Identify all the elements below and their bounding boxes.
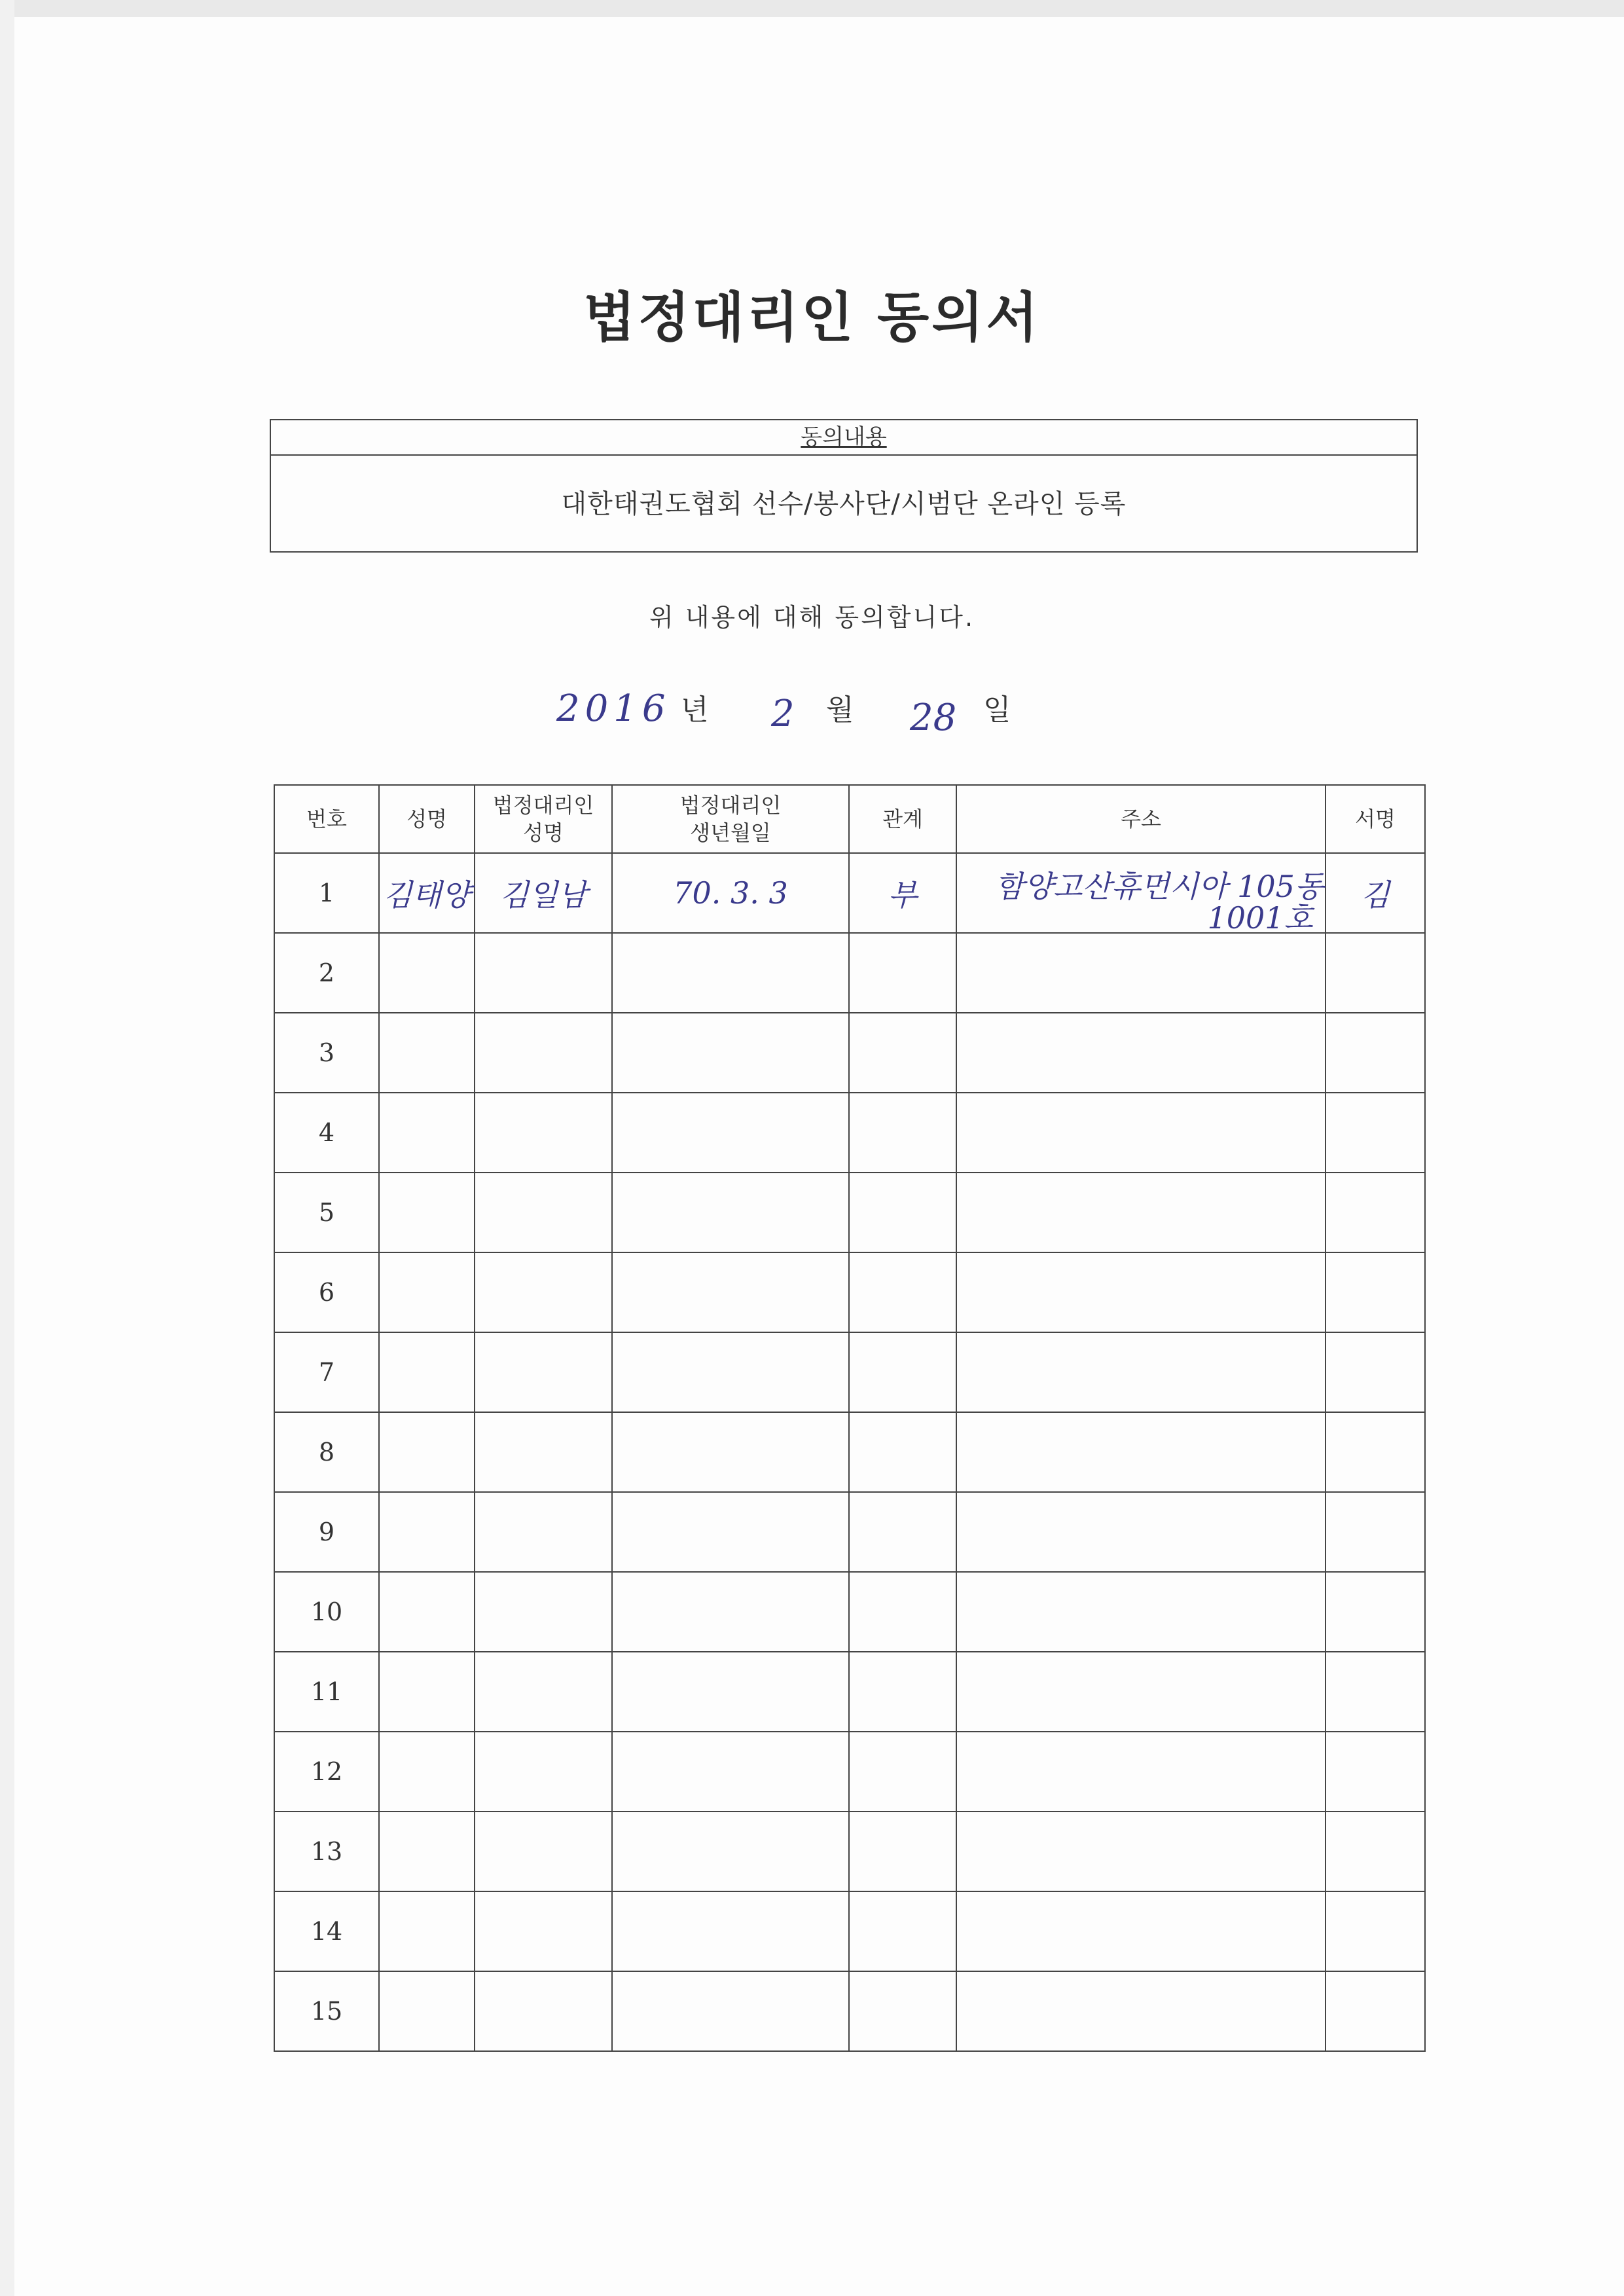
cell-name-value: 김태양 <box>383 877 471 913</box>
cell-address <box>956 1492 1326 1572</box>
cell-signature <box>1326 1891 1425 1971</box>
cell-signature <box>1326 1252 1425 1332</box>
cell-signature <box>1326 1572 1425 1652</box>
table-row <box>274 1812 1425 1891</box>
cell-signature <box>1326 1971 1425 2051</box>
cell-guardian-birthdate <box>612 1812 849 1891</box>
row-number: 9 <box>274 1492 379 1572</box>
table-row <box>274 1013 1425 1093</box>
table-row <box>274 1971 1425 2051</box>
cell-guardian-birthdate <box>612 1572 849 1652</box>
row-number: 4 <box>274 1093 379 1173</box>
cell-guardian-name-value: 김일남 <box>499 877 587 913</box>
date-year-handwritten: 2016 <box>556 687 671 730</box>
cell-address <box>956 1173 1326 1252</box>
table-row <box>274 1572 1425 1652</box>
cell-guardian-name <box>475 1173 612 1252</box>
cell-guardian-name <box>475 933 612 1013</box>
header-signature: 서명 <box>1326 785 1425 853</box>
consent-box <box>270 419 1418 553</box>
cell-name <box>379 1652 475 1732</box>
cell-guardian-birthdate <box>612 1732 849 1812</box>
cell-address <box>956 853 1326 936</box>
consent-heading-label: 동의내용 <box>801 424 887 450</box>
date-line <box>0 680 1624 752</box>
cell-guardian-birthdate <box>612 1652 849 1732</box>
cell-signature <box>1326 933 1425 1013</box>
cell-relation <box>849 1732 956 1812</box>
table-row <box>274 853 1425 933</box>
table-row <box>274 933 1425 1013</box>
cell-relation <box>849 1093 956 1173</box>
cell-guardian-name <box>475 853 612 933</box>
cell-name <box>379 1572 475 1652</box>
table-row <box>274 1412 1425 1492</box>
document-title: 법정대리인 동의서 <box>583 286 1041 349</box>
cell-guardian-birthdate <box>612 1252 849 1332</box>
cell-relation <box>849 853 956 933</box>
row-number: 1 <box>274 853 379 933</box>
cell-guardian-name <box>475 1093 612 1173</box>
header-name: 성명 <box>379 785 475 853</box>
date-day-handwritten: 28 <box>910 697 957 739</box>
cell-guardian-name <box>475 1492 612 1572</box>
row-number: 8 <box>274 1412 379 1492</box>
table-header-row <box>274 785 1425 853</box>
cell-name <box>379 853 475 933</box>
cell-name <box>379 1412 475 1492</box>
cell-name <box>379 1971 475 2051</box>
cell-guardian-birthdate <box>612 1492 849 1572</box>
date-day-unit: 일 <box>983 693 1011 727</box>
cell-signature <box>1326 1732 1425 1812</box>
row-number: 6 <box>274 1252 379 1332</box>
cell-relation-value: 부 <box>888 877 918 913</box>
cell-relation <box>849 1252 956 1332</box>
row-number: 5 <box>274 1173 379 1252</box>
cell-relation <box>849 1812 956 1891</box>
cell-guardian-name <box>475 1732 612 1812</box>
cell-address <box>956 1252 1326 1332</box>
cell-guardian-birthdate <box>612 853 849 933</box>
cell-address <box>956 1732 1326 1812</box>
date-year-unit: 년 <box>681 693 709 727</box>
row-number: 12 <box>274 1732 379 1812</box>
row-number: 3 <box>274 1013 379 1093</box>
cell-guardian-name <box>475 1013 612 1093</box>
cell-relation <box>849 1412 956 1492</box>
cell-guardian-birthdate <box>612 933 849 1013</box>
cell-signature <box>1326 1412 1425 1492</box>
cell-relation <box>849 1891 956 1971</box>
header-number: 번호 <box>274 785 379 853</box>
cell-relation <box>849 933 956 1013</box>
address-line1: 함양고산휴먼시아 105동 <box>995 869 1324 904</box>
cell-signature <box>1326 1812 1425 1891</box>
cell-address <box>956 1812 1326 1891</box>
table-row <box>274 1891 1425 1971</box>
header-guardian-birthdate: 법정대리인 생년월일 <box>612 785 849 853</box>
scan-edge-top <box>0 0 1624 17</box>
cell-name <box>379 933 475 1013</box>
cell-guardian-name <box>475 1652 612 1732</box>
table-row <box>274 1093 1425 1173</box>
cell-name <box>379 1891 475 1971</box>
cell-address <box>956 1013 1326 1093</box>
cell-signature <box>1326 1093 1425 1173</box>
cell-name <box>379 1332 475 1412</box>
cell-relation <box>849 1971 956 2051</box>
row-number: 2 <box>274 933 379 1013</box>
agree-statement: 위 내용에 대해 동의합니다. <box>649 603 975 632</box>
table-row <box>274 1732 1425 1812</box>
cell-name <box>379 1252 475 1332</box>
consent-heading <box>271 420 1416 456</box>
cell-guardian-birthdate <box>612 1093 849 1173</box>
cell-address <box>956 1332 1326 1412</box>
cell-name <box>379 1173 475 1252</box>
table-row <box>274 1252 1425 1332</box>
cell-signature <box>1326 1492 1425 1572</box>
cell-name <box>379 1492 475 1572</box>
table-row <box>274 1492 1425 1572</box>
cell-guardian-birthdate-value: 70. 3. 3 <box>673 875 788 911</box>
registration-table <box>274 784 1426 2052</box>
row-number: 10 <box>274 1572 379 1652</box>
cell-address <box>956 1652 1326 1732</box>
cell-address <box>956 1093 1326 1173</box>
cell-guardian-birthdate <box>612 1412 849 1492</box>
cell-address <box>956 1412 1326 1492</box>
cell-address <box>956 1572 1326 1652</box>
cell-signature <box>1326 1173 1425 1252</box>
cell-guardian-name <box>475 1332 612 1412</box>
row-number: 7 <box>274 1332 379 1412</box>
cell-guardian-name <box>475 1572 612 1652</box>
cell-name <box>379 1093 475 1173</box>
cell-name <box>379 1732 475 1812</box>
date-month-handwritten: 2 <box>771 693 795 735</box>
cell-guardian-birthdate <box>612 1013 849 1093</box>
date-month-unit: 월 <box>826 693 854 727</box>
consent-content: 대한태권도협회 선수/봉사단/시범단 온라인 등록 <box>561 489 1127 519</box>
cell-guardian-birthdate <box>612 1332 849 1412</box>
row-number: 14 <box>274 1891 379 1971</box>
header-relation: 관계 <box>849 785 956 853</box>
cell-signature <box>1326 1652 1425 1732</box>
row-number: 11 <box>274 1652 379 1732</box>
cell-relation <box>849 1013 956 1093</box>
cell-relation <box>849 1173 956 1252</box>
cell-relation <box>849 1572 956 1652</box>
cell-guardian-name <box>475 1971 612 2051</box>
cell-guardian-birthdate <box>612 1891 849 1971</box>
cell-guardian-name <box>475 1252 612 1332</box>
cell-address <box>956 933 1326 1013</box>
cell-signature <box>1326 1332 1425 1412</box>
cell-guardian-birthdate <box>612 1173 849 1252</box>
table-row <box>274 1173 1425 1252</box>
cell-guardian-name <box>475 1891 612 1971</box>
cell-guardian-name <box>475 1412 612 1492</box>
cell-guardian-name <box>475 1812 612 1891</box>
table-row <box>274 1652 1425 1732</box>
cell-guardian-birthdate <box>612 1971 849 2051</box>
header-address: 주소 <box>956 785 1326 853</box>
table-row <box>274 1332 1425 1412</box>
cell-signature-value: 김 <box>1360 877 1390 913</box>
row-number: 15 <box>274 1971 379 2051</box>
address-line2: 1001호 <box>1207 900 1313 936</box>
cell-relation <box>849 1492 956 1572</box>
cell-signature <box>1326 853 1425 933</box>
row-number: 13 <box>274 1812 379 1891</box>
cell-address <box>956 1891 1326 1971</box>
cell-signature <box>1326 1013 1425 1093</box>
cell-relation <box>849 1332 956 1412</box>
cell-relation <box>849 1652 956 1732</box>
cell-name <box>379 1812 475 1891</box>
header-guardian-name: 법정대리인 성명 <box>475 785 612 853</box>
cell-address <box>956 1971 1326 2051</box>
cell-name <box>379 1013 475 1093</box>
